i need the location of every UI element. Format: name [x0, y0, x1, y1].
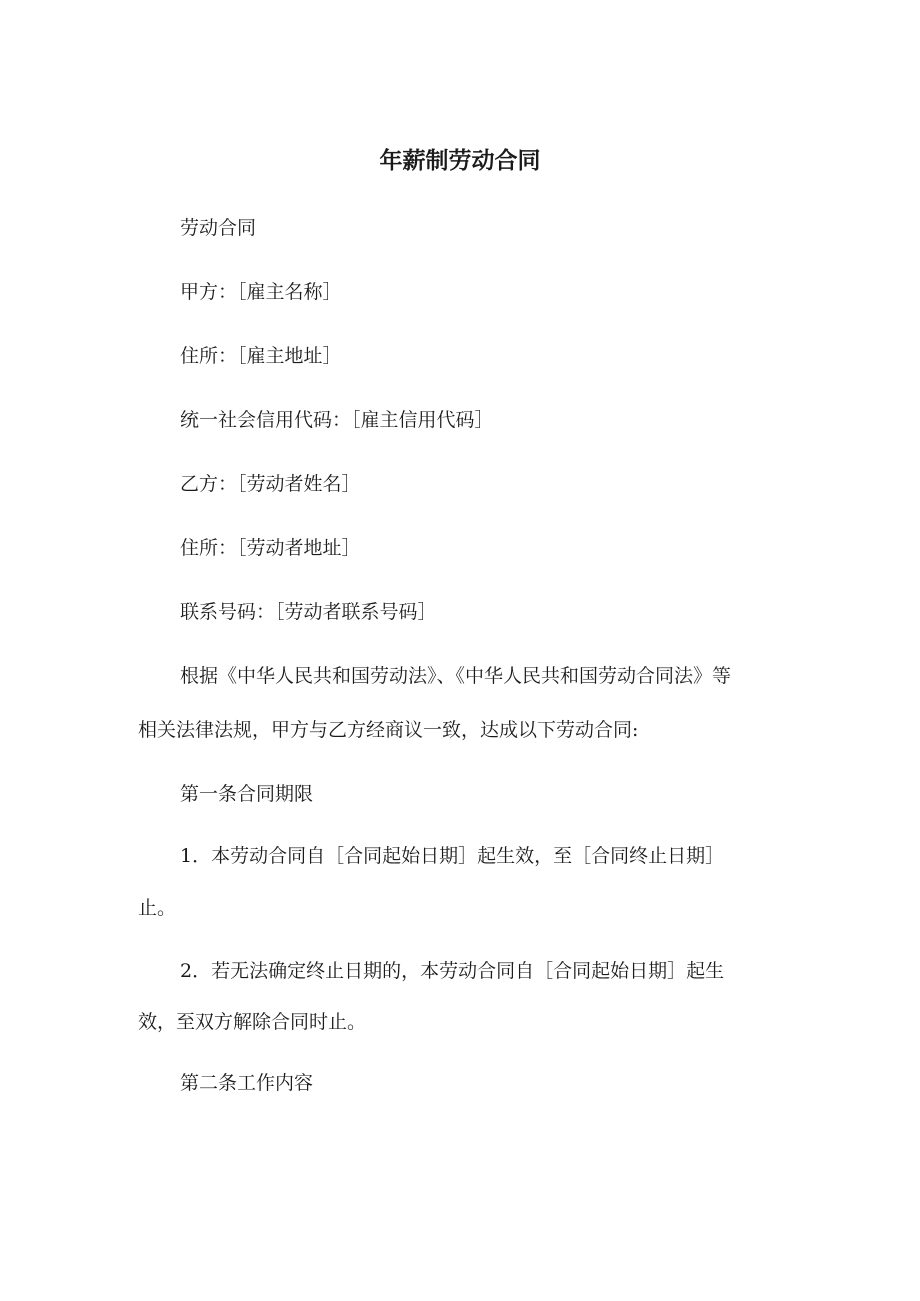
party-b-line: 乙方：［劳动者姓名］ — [180, 473, 361, 495]
party-a-line: 甲方：［雇主名称］ — [180, 281, 342, 303]
preamble-line-1: 根据《中华人民共和国劳动法》、《中华人民共和国劳动合同法》等 — [180, 665, 732, 687]
document-title: 年薪制劳动合同 — [379, 148, 541, 174]
contract-heading: 劳动合同 — [180, 217, 257, 239]
credit-code-line: 统一社会信用代码：［雇主信用代码］ — [180, 409, 494, 431]
article-2-heading: 第二条工作内容 — [180, 1072, 314, 1094]
party-a-address-line: 住所：［雇主地址］ — [180, 345, 342, 367]
article-1-heading: 第一条合同期限 — [180, 783, 314, 805]
clause-1-line-1: 1．本劳动合同自［合同起始日期］起生效，至［合同终止日期］ — [180, 845, 725, 867]
preamble-line-2: 相关法律法规，甲方与乙方经商议一致，达成以下劳动合同: — [138, 719, 639, 741]
clause-2-line-2: 效，至双方解除合同时止。 — [138, 1011, 367, 1033]
clause-1-line-2: 止。 — [138, 897, 177, 919]
party-b-address-line: 住所：［劳动者地址］ — [180, 537, 361, 559]
clause-2-line-1: 2．若无法确定终止日期的，本劳动合同自［合同起始日期］起生 — [180, 960, 725, 982]
phone-line: 联系号码：［劳动者联系号码］ — [180, 601, 437, 623]
